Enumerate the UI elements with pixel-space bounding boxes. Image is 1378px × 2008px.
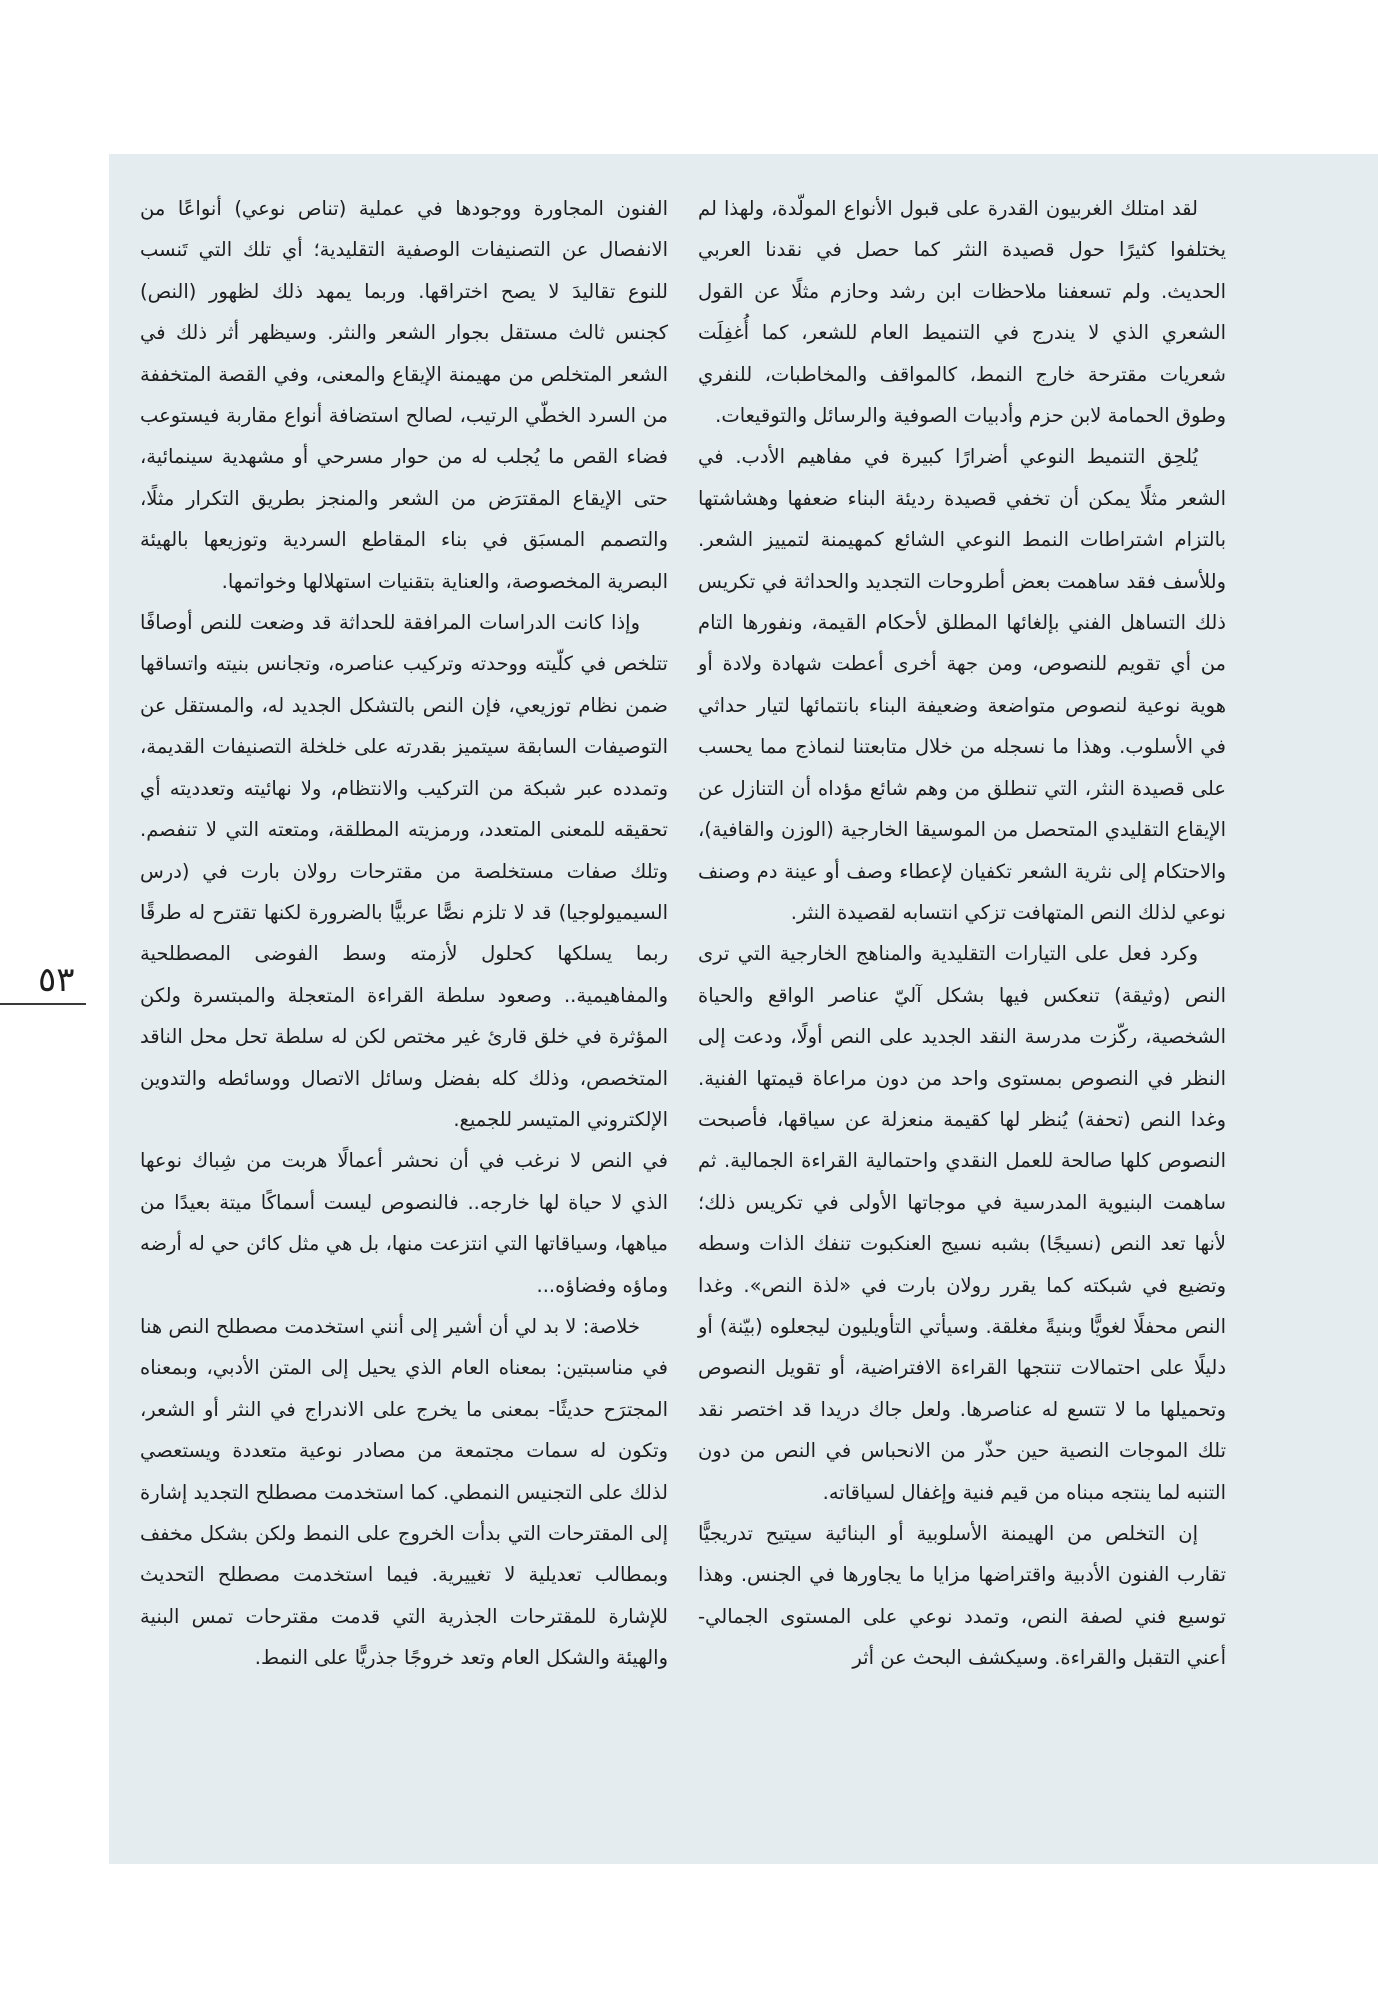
paragraph: إن التخلص من الهيمنة الأسلوبية أو البنائية سيتيح تدريجيًّا تقارب الفنون الأدبية واقتراضها مزايا ما يجاورها في الجنس. وهذا توسيع فني لصفة النص، وتمدد نوعي على المستوى الجمالي- أعني التقبل والقراءة. وسيكشف البحث عن أثر — [698, 1522, 1226, 1670]
paragraph: في النص لا نرغب في أن نحشر أعمالًا هربت من شِباك نوعها الذي لا حياة لها خارجه.. فالنصوص ليست أسماكًا ميتة بعيدًا من مياهها، وسياقاتها التي انتزعت منها، بل هي مثل كائن حي له أرضه وماؤه وفضاؤه... — [140, 1149, 668, 1297]
page-number-rule — [0, 1003, 86, 1005]
paragraph: خلاصة: لا بد لي أن أشير إلى أنني استخدمت مصطلح النص هنا في مناسبتين: بمعناه العام الذي يحيل إلى المتن الأدبي، وبمعناه المجترَح حديثًا- بمعنى ما يخرج على الاندراج في النثر أو الشعر، وتكون له سمات مجتمعة من مصادر نوعية متعددة ويستعصي لذلك على التجنيس النمطي. كما استخدمت مصطلح التجديد إشارة إلى المقترحات التي بدأت الخروج على النمط ولكن بشكل مخفف وبمطالب تعديلية لا تغييرية. فيما استخدمت مصطلح التحديث للإشارة للمقترحات الجذرية التي قدمت مقترحات تمس البنية والهيئة والشكل العام وتعد خروجًا جذريًّا على النمط. — [140, 1314, 668, 1670]
text-column-left — [140, 188, 668, 1679]
paragraph: الفنون المجاورة ووجودها في عملية (تناص نوعي) أنواعًا من الانفصال عن التصنيفات الوصفية التقليدية؛ أي تلك التي تَنسب للنوع تقاليدَ لا يصح اختراقها. وربما يمهد ذلك لظهور (النص) كجنس ثالث مستقل بجوار الشعر والنثر. وسيظهر أثر ذلك في الشعر المتخلص من مهيمنة الإيقاع والمعنى، وفي القصة المتخففة من السرد الخطّي الرتيب، لصالح استضافة أنواع مقاربة فيستوعب فضاء القص ما يُجلب له من حوار مسرحي أو مشهدية سينمائية، حتى الإيقاع المقترَض من الشعر والمنجز بطريق التكرار مثلًا، والتصمم المسبَق في بناء المقاطع السردية وتوزيعها بالهيئة البصرية المخصوصة، والعناية بتقنيات استهلالها وخواتمها. — [140, 197, 668, 593]
paragraph: يُلحِق التنميط النوعي أضرارًا كبيرة في مفاهيم الأدب. في الشعر مثلًا يمكن أن تخفي قصيدة رديئة البناء ضعفها وهشاشتها بالتزام اشتراطات النمط النوعي الشائع كمهيمنة لتمييز الشعر. وللأسف فقد ساهمت بعض أطروحات التجديد والحداثة في تكريس ذلك التساهل الفني بإلغائها المطلق لأحكام القيمة، ونفورها التام من أي تقويم للنصوص، ومن جهة أخرى أعطت شهادة ولادة أو هوية نوعية لنصوص متواضعة وضعيفة البناء بانتمائها لتيار حداثي في الأسلوب. وهذا ما نسجله من خلال متابعتنا لنماذج مما يحسب على قصيدة النثر، التي تنطلق من وهم شائع مؤداه أن التنازل عن الإيقاع التقليدي المتحصل من الموسيقا الخارجية (الوزن والقافية)، والاحتكام إلى نثرية الشعر تكفيان لإعطاء وصف أو عينة دم وصنف نوعي لذلك النص المتهافت تزكي انتسابه لقصيدة النثر. — [698, 445, 1226, 924]
text-column-right — [698, 188, 1226, 1679]
paragraph: وإذا كانت الدراسات المرافقة للحداثة قد وضعت للنص أوصافًا تتلخص في كلّيته ووحدته وتركيب عناصره، وتجانس بنيته واتساقها ضمن نظام توزيعي، فإن النص بالتشكل الجديد له، والمستقل عن التوصيفات السابقة سيتميز بقدرته على خلخلة التصنيفات القديمة، وتمدده عبر شبكة من التركيب والانتظام، ولا نهائيته وتعدديته أي تحقيقه للمعنى المتعدد، ورمزيته المطلقة، ومتعته التي لا تنفصم. وتلك صفات مستخلصة من مقترحات رولان بارت في (درس السيميولوجيا) قد لا تلزم نصًّا عربيًّا بالضرورة لكنها تقترح له طرقًا ربما يسلكها كحلول لأزمته وسط الفوضى المصطلحية والمفاهيمية.. وصعود سلطة القراءة المتعجلة والمبتسرة ولكن المؤثرة في خلق قارئ غير مختص لكن له سلطة تحل محل الناقد المتخصص، وذلك كله بفضل وسائل الاتصال ووسائطه والتدوين الإلكتروني المتيسر للجميع. — [140, 611, 668, 1131]
paragraph: لقد امتلك الغربيون القدرة على قبول الأنواع المولّدة، ولهذا لم يختلفوا كثيرًا حول قصيدة النثر كما حصل في نقدنا العربي الحديث. ولم تسعفنا ملاحظات ابن رشد وحازم مثلًا عن القول الشعري الذي لا يندرج في التنميط العام للشعر، كما أُغفِلَت شعريات مقترحة خارج النمط، كالمواقف والمخاطبات، للنفري وطوق الحمامة لابن حزم وأدبيات الصوفية والرسائل والتوقيعات. — [698, 197, 1226, 428]
page-number: ٥٣ — [38, 960, 75, 1000]
paragraph: وكرد فعل على التيارات التقليدية والمناهج الخارجية التي ترى النص (وثيقة) تنعكس فيها بشكل آليّ عناصر الواقع والحياة الشخصية، ركّزت مدرسة النقد الجديد على النص أولًا، ودعت إلى النظر في النصوص بمستوى واحد من دون مراعاة قيمتها الفنية. وغدا النص (تحفة) يُنظر لها كقيمة منعزلة عن سياقها، فأصبحت النصوص كلها صالحة للعمل النقدي واحتمالية القراءة الجمالية. ثم ساهمت البنيوية المدرسية في موجاتها الأولى في تكريس ذلك؛ لأنها تعد النص (نسيجًا) بشبه نسيج العنكبوت تنفك الذات وسطه وتضيع في شبكته كما يقرر رولان بارت في «لذة النص». وغدا النص محفلًا لغويًّا وبنيةً مغلقة. وسيأتي التأويليون ليجعلوه (بيّنة) أو دليلًا على احتمالات تنتجها القراءة الافتراضية، أو تقويل النصوص وتحميلها ما لا تتسع له عناصرها. ولعل جاك دريدا قد اختصر نقد تلك الموجات النصية حين حذّر من الانحباس في النص من دون التنبه لما ينتجه مبناه من قيم فنية وإغفال لسياقاته. — [698, 942, 1226, 1504]
